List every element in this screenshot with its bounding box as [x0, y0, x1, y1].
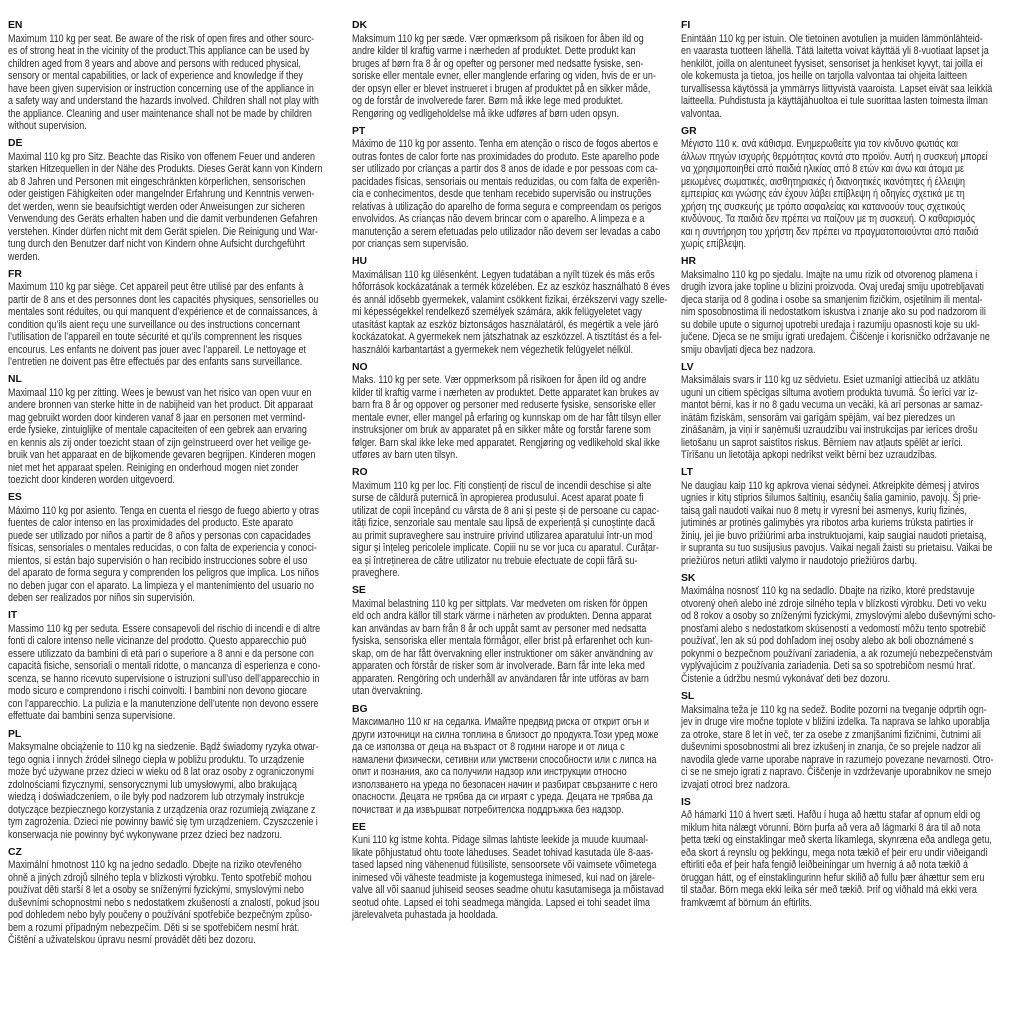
warning-text-line: Maksimālais svars ir 110 kg uz sēdvietu. Esiet uzmanīgi attiecībā uz atklātu: [681, 374, 980, 387]
language-section-es: [8, 492, 348, 605]
warning-text-line: kilder til kraftig varme i nærheten av produktet. Dette apparatet kan brukes av: [352, 386, 659, 399]
warning-text-line: en kennis als zij onder toezicht staan of zijn geïnstrueerd over het veilige ge-: [8, 436, 312, 449]
warning-text-line: priežiūros neturi atlikti valymo ir naudotojo priežiūros darbų.: [681, 554, 918, 567]
warning-text-line: følger. Barn skal ikke leke med apparatet. Rengjøring og vedlikehold skal ikke: [352, 436, 660, 449]
warning-text-line: verstehen. Kinder dürfen nicht mit dem Gerät spielen. Die Reinigung und War-: [8, 225, 318, 238]
warning-text-line: kockázatokat. A gyermekek nem játszhatnak az eszközzel. A tisztítást és a fel-: [352, 331, 662, 344]
language-code-heading: LT: [681, 467, 693, 479]
language-section-hr: [681, 256, 1021, 356]
language-code-heading: EN: [8, 20, 23, 31]
warning-text-line: Maximum 110 kg par siège. Cet appareil peut être utilisé par des enfants à: [8, 281, 304, 294]
language-section-lt: [681, 467, 1021, 567]
warning-text-line: wiedzą i doświadczeniem, o ile były pod nadzorem lub otrzymały instrukcje: [8, 791, 305, 804]
warning-text-line: žinių, jei jie buvo prižiūrimi arba instruktuojami, kaip saugiai naudoti prietaisą,: [681, 529, 987, 542]
language-code-heading: RO: [352, 467, 368, 479]
language-code-heading: SL: [681, 691, 695, 703]
warning-text-line: es of strong heat in the vicinity of the product.This appliance can be used by: [8, 45, 310, 57]
warning-text-line: μειωμένες σωματικές, αισθητηριακές ή διανοητικές ικανότητες ή έλλειψη: [681, 175, 965, 188]
warning-text-line: henkilöt, joilla on alentuneet fyysiset, sensoriset ja henkiset kyvyt, tai joilla ei: [681, 57, 983, 70]
warning-text-line: Максимално 110 кг на седалка. Имайте предвид риска от открит огън и: [352, 716, 650, 729]
warning-text-line: eftirliti eða ef þeir hafa fengið leiðbeiningar um hvernig á að nota tækið á: [681, 859, 968, 872]
warning-text-line: mi képességekkel rendelkező személyek számára, akik felügyeletet vagy: [352, 306, 642, 319]
warning-text-line: miklum hita nálægt vörunni. Börn þurfa að vera að lágmarki 8 ára til að nota: [681, 821, 981, 834]
warning-text-line: mantot bērni, kas ir no 8 gadu vecuma un vecāki, kā arī personas ar samaz-: [681, 399, 983, 412]
warning-text-line: bruges af børn fra 8 år og opefter og personer med nedsatte fysiske, sen-: [352, 57, 644, 70]
language-section-dk: [352, 20, 692, 120]
warning-text-line: jutiminės ar protinės galimybės yra ribotos arba kuriems trūksta patirties ir: [681, 517, 974, 530]
warning-text-line: да се използва от деца на възраст от 8 години нагоре и от лица с: [352, 741, 625, 754]
warning-text-line: del aparato de forma segura y comprenden los peligros que implica. Los niños: [8, 567, 319, 580]
language-code-heading: PT: [352, 125, 366, 137]
language-code-heading: IS: [681, 796, 691, 808]
warning-text-line: ea și întreținerea de către utilizator nu trebuie efectuate de copii fără su-: [352, 554, 638, 567]
warning-text-line: és annál idősebb gyermekek, valamint csökkent fizikai, érzékszervi vagy szelle-: [352, 293, 668, 306]
warning-text-line: Máximo 110 kg por asiento. Tenga en cuenta el riesgo de fuego abierto y otras: [8, 504, 320, 517]
warning-text-line: zināšanām, ja viņi ir saņēmuši uzraudzību vai instrukcijas par ierīces drošu: [681, 424, 978, 437]
warning-text-line: deben ser realizados por niños sin supervisión.: [8, 592, 195, 605]
language-section-cz: [8, 847, 348, 947]
warning-text-line: taisą gali naudoti vaikai nuo 8 metų ir vyresni bei asmenys, kurių fizinės,: [681, 504, 967, 517]
warning-text-line: inimesed või väheste teadmiste ja kogemustega inimesed, kui nad on järele-: [352, 871, 655, 884]
warning-text-line: Verwendung des Geräts erhalten haben und die damit verbundenen Gefahren: [8, 213, 318, 226]
warning-text-line: sensory or mental capabilities, or lack of experience and knowledge if they: [8, 70, 303, 82]
warning-text-line: Kuni 110 kg istme kohta. Pidage silmas lahtiste leekide ja muude kuumaal-: [352, 834, 649, 847]
warning-text-line: Tīrīšanu un lietotāja apkopi nedrīkst veikt bērni bez uzraudzības.: [681, 449, 938, 462]
warning-text-line: lietošanu un saprot saistītos riskus. Bērniem nav atļauts spēlēt ar ierīci.: [681, 436, 963, 449]
language-code-heading: CZ: [8, 846, 22, 858]
language-code-heading: ES: [8, 492, 22, 504]
warning-text-line: χωρίς επίβλεψη.: [681, 238, 747, 251]
warning-text-line: þetta tæki og einstaklingar með skerta líkamlega, skynræna eða andlega getu,: [681, 834, 992, 847]
warning-text-line: mientos, si están bajo supervisión o han recibido instrucciones sobre el uso: [8, 554, 308, 567]
warning-text-line: instruksjoner om bruk av apparatet på en sikker måte og forstår farene som: [352, 424, 651, 437]
warning-text-line: Massimo 110 kg per seduta. Essere consapevoli del rischio di incendi e di altre: [8, 622, 321, 635]
language-code-heading: FR: [8, 268, 22, 280]
language-code-heading: HU: [352, 256, 368, 268]
warning-text-line: Rengøring og vedligeholdelse må ikke udføres af børn uden opsyn.: [352, 107, 620, 120]
warning-text-line: erde fysieke, zintuiglijke of mentale capaciteiten of een gebrek aan ervaring: [8, 424, 307, 437]
warning-text-line: capacità fisiche, sensoriali o mentali ridotte, o mancanza di esperienza e cono-: [8, 660, 321, 673]
warning-text-line: til staðar. Börn mega ekki leika sér með tækið. Þrif og viðhald má ekki vera: [681, 884, 977, 897]
language-section-se: [352, 585, 692, 698]
warning-text-line: andre kilder til kraftig varme i nærheden af produktet. Dette produkt kan: [352, 45, 636, 57]
warning-text-line: намалени физически, сетивни или умствени способности или с липса на: [352, 753, 657, 766]
column-right: [681, 20, 1021, 915]
warning-text-line: használói karbantartást a gyermekek nem végezhetik felügyelet nélkül.: [352, 343, 633, 356]
warning-text-line: su dobile upute o sigurnoj upotrebi uređaja i razumiju opasnosti koje su ukl-: [681, 318, 980, 331]
warning-text-line: άλλων πηγών ισχυρής θερμότητας κοντά στο προϊόν. Αυτή η συσκευή μπορεί: [681, 150, 988, 163]
language-code-heading: LV: [681, 361, 694, 373]
language-section-pl: [8, 729, 348, 842]
language-code-heading: EE: [352, 821, 366, 833]
warning-text-line: utilizat de copii începând cu vârsta de 8 ani și peste și de persoane cu capac-: [352, 504, 660, 517]
warning-text-line: valve all või saanud juhiseid seoses seadme ohutu kasutamisega ja mõistavad: [352, 884, 664, 897]
warning-text-line: starken Hitzequellen in der Nähe des Produkts. Dieses Gerät kann von Kindern: [8, 163, 323, 176]
language-code-heading: GR: [681, 125, 697, 137]
warning-text-line: öruggan hátt, og ef einstaklingurinn hefur skilið að fullu þær áhættur sem eru: [681, 871, 985, 884]
warning-text-line: Čistenie a údržbu nesmú vykonávať deti bez dozoru.: [681, 672, 891, 685]
warning-text-line: condition qu’ils aient reçu une surveillance ou des instructions concernant: [8, 318, 300, 331]
warning-text-line: smiju obavljati djeca bez nadzora.: [681, 343, 816, 356]
warning-text-line: tym zagrożenia. Dzieci nie powinny bawić się tym urządzeniem. Czyszczenie i: [8, 816, 318, 829]
warning-text-line: ci se ne smejo igrati z napravo. Čiščenje in vzdrževanje uporabnikov ne smejo: [681, 766, 992, 779]
column-left: [8, 20, 348, 952]
warning-text-line: utasítást kaptak az eszköz biztonságos használatáról, és megértik a vele járó: [352, 318, 659, 331]
warning-text-line: au primit supraveghere sau instruire privind utilizarea aparatului într-un mod: [352, 529, 653, 542]
warning-text-line: children aged from 8 years and above and persons with reduced physical,: [8, 57, 301, 70]
warning-text-line: essere utilizzato da bambini di età pari o superiore a 8 anni e da persone con: [8, 647, 314, 660]
warning-text-line: Máximo de 110 kg por assento. Tenha em atenção o risco de fogos abertos e: [352, 138, 659, 151]
warning-text-line: bruik van het apparaat en de bijkomende gevaren begrijpen. Kinderen mogen: [8, 449, 316, 462]
warning-text-line: ab 8 Jahren und Personen mit eingeschränkten körperlichen, sensorischen: [8, 175, 306, 188]
language-code-heading: NO: [352, 361, 368, 373]
warning-text-line: der opsyn eller er blevet instrueret i brugen af produktet på en sikker måde,: [352, 82, 651, 95]
warning-text-line: con l’apparecchio. La pulizia e la manutenzione dell’utente non devono essere: [8, 697, 319, 710]
warning-text-line: ugnies ir kitų stiprios šilumos šaltinių, esančių šalia gaminio, pavojų. Šį prie-: [681, 492, 981, 505]
warning-text-line: και η συντήρηση του χρήστη δεν πρέπει να πραγματοποιούνται από παιδιά: [681, 225, 979, 238]
warning-text-line: hőforrások kockázatának a termék közelében. Ez az eszköz használható 8 éves: [352, 281, 670, 294]
warning-text-line: likate põhjustatud ohtu toote läheduses. Seadet tohivad kasutada üle 8-aas-: [352, 846, 654, 859]
warning-text-line: l’utilisation de l’appareil en toute sécurité et qu’ils comprennent les risques: [8, 331, 302, 344]
warning-text-line: outras fontes de calor forte nas proximidades do produto. Este aparelho pode: [352, 150, 660, 163]
warning-text-line: niet met het apparaat spelen. Reiniging en onderhoud mogen niet zonder: [8, 461, 299, 474]
warning-text-line: seotud ohte. Lapsed ei tohi seadmega mängida. Lapsed ei tohi seadet ilma: [352, 896, 650, 909]
language-code-heading: SK: [681, 572, 696, 584]
warning-text-line: Ne daugiau kaip 110 kg apkrova vienai sėdynei. Atkreipkite dėmesį į atviros: [681, 479, 980, 492]
warning-text-line: konserwacja nie powinny być wykonywane przez dzieci bez nadzoru.: [8, 828, 282, 841]
warning-text-line: turvallisessa käytössä ja ymmärrys liittyvistä vaaroista. Lapset eivät saa leikkiä: [681, 82, 993, 95]
warning-text-line: manutenção a serem efetuadas pelo utilizador não devem ser levadas a cabo: [352, 225, 661, 238]
warning-text-line: bem a rozumí případným nebezpečím. Děti si se spotřebičem nesmí hrát.: [8, 921, 300, 934]
warning-text-line: laitteella. Puhdistusta ja käyttäjähuoltoa ei tule suorittaa lasten toimesta ilman: [681, 95, 988, 107]
warning-text-line: vyplývajúcim z používania zariadenia. Deti sa so spotrebičom nesmú hrať.: [681, 660, 976, 673]
warning-text-line: en vaarasta tuotteen lähellä. Tätä laitetta voivat käyttää yli 8-vuotiaat lapset ja: [681, 45, 989, 57]
warning-text-line: Maximal 110 kg pro Sitz. Beachte das Risiko von offenem Feuer und anderen: [8, 150, 316, 163]
warning-text-line: Maksimum 110 kg per sæde. Vær opmærksom på risikoen for åben ild og: [352, 32, 644, 45]
warning-text-line: og de forstår de involverede farer. Børn må ikke lege med produktet.: [352, 95, 623, 107]
warning-text-line: drugih izvora jake topline u blizini proizvoda. Ovaj uređaj smiju upotrebljavati: [681, 281, 984, 294]
warning-text-line: dotyczące bezpiecznego korzystania z urządzenia oraz rozumieją związane z: [8, 803, 316, 816]
warning-text-line: barn fra 8 år og oppover og personer med reduserte fysiske, sensoriske eller: [352, 399, 656, 412]
language-section-ro: [352, 467, 692, 580]
warning-text-line: apparaten. Rengöring och underhåll av användaren får inte utföras av barn: [352, 672, 649, 685]
warning-text-line: Maximum 110 kg per loc. Fiți conștienți de riscul de incendii deschise și alte: [352, 479, 652, 492]
warning-text-line: utan övervakning.: [352, 685, 423, 698]
language-section-sl: [681, 691, 1021, 791]
warning-text-line: envolvidos. As crianças não devem brincar com o aparelho. A limpeza e a: [352, 213, 645, 226]
warning-text-line: valvontaa.: [681, 107, 722, 120]
language-section-pt: [352, 126, 692, 251]
warning-text-line: tased lapsed ning vähenenud füüsiliste, sensoorsete või vaimsete võimetega: [352, 859, 657, 872]
warning-text-line: používať, len ak sú pod dohľadom inej osoby alebo ak boli oboznámené s: [681, 635, 974, 648]
warning-text-line: Maximal belastning 110 kg per sittplats. Var medveten om risken för öppen: [352, 597, 648, 610]
warning-text-line: have been given supervision or instruction concerning use of the appliance in: [8, 82, 314, 95]
warning-text-line: kan användas av barn från 8 år och uppåt samt av personer med nedsatta: [352, 622, 647, 635]
warning-text-line: Maksimalno 110 kg po sjedalu. Imajte na umu rizik od otvorenog plamena i: [681, 268, 978, 281]
warning-text-line: oder geistigen Fähigkeiten oder mangelnder Erfahrung und Kenntnis verwen-: [8, 188, 315, 201]
warning-text-line: surse de căldură puternică în apropierea produsului. Acest aparat poate fi: [352, 492, 644, 505]
warning-text-line: mag gebruikt worden door kinderen vanaf 8 jaar en personen met vermind-: [8, 411, 306, 424]
warning-text-line: sigur și înțeleg pericolele implicate. Copiii nu se vor juca cu aparatul. Curățar-: [352, 542, 659, 555]
warning-text-line: ser utilizado por crianças a partir dos 8 anos de idade e por pessoas com ca-: [352, 163, 658, 176]
warning-text-line: pnosťami alebo s nedostatkom skúseností a vedomostí môžu tento spotrebič: [681, 622, 986, 635]
language-code-heading: DE: [8, 138, 23, 150]
language-code-heading: SE: [352, 585, 366, 597]
language-code-heading: FI: [681, 20, 691, 31]
warning-text-line: apparaten och förstår de risker som är involverade. Barn får inte leka med: [352, 660, 645, 673]
warning-text-line: inātām fiziskām, sensorām vai garīgām spējām, vai bez pieredzes un: [681, 411, 955, 424]
warning-text-line: andere bronnen van sterke hitte in de nabijheid van het product. Dit apparaat: [8, 399, 313, 412]
language-code-heading: BG: [352, 703, 368, 715]
warning-text-line: tego ognia i innych źródeł silnego ciepła w pobliżu produktu. To urządzenie: [8, 753, 305, 766]
warning-text-line: ir supranta su tuo susijusius pavojus. Vaikai negali žaisti su prietaisu. Vaikai be: [681, 542, 993, 555]
warning-text-line: järelevalveta puhastada ja hooldada.: [352, 909, 498, 922]
warning-text-line: Maximálna nosnosť 110 kg na sedadlo. Dbajte na riziko, ktoré predstavuje: [681, 585, 975, 598]
warning-text-line: nim sposobnostima ili nedostatkom iskustva i znanje ako su pod nadzorom ili: [681, 306, 986, 319]
language-section-nl: [8, 374, 348, 487]
warning-text-line: pokynmi o bezpečnom používaní zariadenia, a ak rozumejú nebezpečenstvám: [681, 647, 993, 660]
warning-text-line: почистват и да извършват потребителска поддръжка без надзор.: [352, 803, 624, 816]
warning-text-line: опит и познания, ако са получили надзор или инструкции относно: [352, 766, 627, 779]
warning-text-line: encourus. Les enfants ne doivent pas jouer avec l’appareil. Le nettoyage et: [8, 343, 306, 356]
warning-text-line: partir de 8 ans et des personnes dont les capacités physiques, sensorielles ou: [8, 293, 319, 306]
warning-text-line: izvajati otroci brez nadzora.: [681, 778, 791, 791]
warning-text-line: να χρησιμοποιηθεί από παιδιά ηλικίας από 8 ετών και άνω και άτομα με: [681, 163, 965, 176]
warning-text-line: Maximálisan 110 kg ülésenként. Legyen tudatában a nyílt tüzek és más erős: [352, 268, 655, 281]
language-section-gr: [681, 126, 1021, 251]
warning-text-line: framkvæmt af börnum án eftirlits.: [681, 896, 812, 909]
warning-text-line: no deben jugar con el aparato. La limpieza y el mantenimiento del usuario no: [8, 579, 314, 592]
language-code-heading: HR: [681, 256, 697, 268]
warning-text-line: fonti di calore intenso nelle vicinanze del prodotto. Questo apparecchio può: [8, 635, 307, 648]
warning-text-line: skap, om de har fått övervakning eller instruktioner om säker användning av: [352, 647, 653, 660]
column-middle: [352, 20, 692, 927]
warning-text-line: Maksimalna teža je 110 kg na sedež. Bodite pozorni na tveganje odprtih ogn-: [681, 703, 987, 716]
warning-text-line: fysiska, sensoriska eller mentala förmågor, eller brist på erfarenhet och kun-: [352, 635, 653, 648]
warning-text-line: Čištění a uživatelskou úpravu nesmí provádět děti bez dozoru.: [8, 934, 256, 947]
warning-text-line: jučene. Djeca se ne smiju igrati uređajem. Čišćenje i korisničko održavanje ne: [681, 331, 990, 344]
warning-text-line: zdolnościami fizycznymi, sensorycznymi lub umysłowymi, albo brakującą: [8, 778, 297, 791]
language-code-heading: IT: [8, 610, 18, 622]
warning-text-line: navodila glede varne uporabe naprave in razumejo povezane nevarnosti. Otro-: [681, 753, 994, 766]
warning-text-line: Μέγιστο 110 κ. ανά κάθισμα. Ενημερωθείτε για τον κίνδυνο φωτιάς και: [681, 138, 959, 151]
warning-text-line: a safety way and understand the hazards involved. Children shall not play with: [8, 95, 319, 107]
warning-text-line: l’entretien ne doivent pas être effectués par des enfants sans surveillance.: [8, 356, 303, 369]
language-section-bg: [352, 704, 692, 817]
warning-text-line: Maximum 110 kg per seat. Be aware of the risk of open fires and other sourc-: [8, 32, 315, 45]
warning-text-line: Enintään 110 kg per istuin. Ole tietoinen avotulien ja muiden lämmönlähteid-: [681, 32, 983, 45]
warning-text-line: ohně a jiných zdrojů silného tepla v blízkosti výrobku. Tento spotřebič mohou: [8, 871, 312, 884]
warning-text-line: toezicht door kinderen worden uitgevoerd.: [8, 474, 175, 487]
warning-text-line: χρήση της συσκευής με τρόπο ασφαλείας και κατανοούν τους σχετικούς: [681, 200, 966, 213]
language-section-is: [681, 797, 1021, 910]
warning-text-line: Maks. 110 kg per sete. Vær oppmerksom på risikoen for åpen ild og andre: [352, 374, 647, 387]
language-section-en: [8, 20, 348, 133]
warning-text-line: djeca starija od 8 godina i osobe sa smanjenim fizičkim, osjetilnim ili mental-: [681, 293, 983, 306]
warning-text-line: duševními schopnostmi nebo s nedostatkem zkušeností a znalostí, pokud jsou: [8, 896, 320, 909]
language-code-heading: DK: [352, 20, 368, 31]
warning-text-line: puede ser utilizado por niños a partir de 8 años y personas con capacidades: [8, 529, 311, 542]
warning-text-line: uguni un citiem spēcīgas siltuma avotiem produkta tuvumā. Šo ierīci var iz-: [681, 386, 978, 399]
warning-text-line: może być używane przez dzieci w wieku od 8 lat oraz osoby z ograniczonymi: [8, 766, 314, 779]
warning-text-line: relativas à utilização do aparelho de forma segura e compreendam os perigos: [352, 200, 662, 213]
warning-text-line: Maximaal 110 kg per zitting. Wees je bewust van het risico van open vuur en: [8, 386, 312, 399]
warning-text-line: utføres av barn uten tilsyn.: [352, 449, 458, 462]
warning-text-line: ități fizice, senzoriale sau mentale sau lipsă de experiență și cunoștințe dacă: [352, 517, 655, 530]
warning-text-line: praveghere.: [352, 567, 400, 580]
warning-text-line: por crianças sem supervisão.: [352, 238, 469, 251]
language-section-fr: [8, 269, 348, 369]
warning-text-line: pacidades físicas, sensoriais ou mentais reduzidas, ou com falta de experiên-: [352, 175, 660, 188]
warning-text-line: werden.: [8, 250, 40, 263]
language-section-ee: [352, 822, 692, 922]
warning-text-line: od 8 rokov a osoby so zníženými fyzickými, zmyslovými alebo duševnými scho-: [681, 610, 996, 623]
warning-text-line: det werden, wenn sie beaufsichtigt werden oder Anweisungen zur sicheren: [8, 200, 305, 213]
warning-text-line: the appliance. Cleaning and user maintenance shall not be made by children: [8, 107, 312, 120]
warning-text-line: eld och andra källor till stark värme i närheten av produkten. Denna apparat: [352, 610, 652, 623]
warning-text-line: físicas, sensoriales o mentales reducidas, o con falta de experiencia y conoci-: [8, 542, 317, 555]
warning-text-line: scenza, se hanno ricevuto supervisione o istruzioni sull’uso dell’apparecchio in: [8, 672, 320, 685]
warning-text-line: Maximální hmotnost 110 kg na jedno sedadlo. Dbejte na riziko otevřeného: [8, 859, 302, 872]
warning-text-line: pod dohledem nebo byly poučeny o používání spotřebiče bezpečným způso-: [8, 909, 313, 922]
warning-text-line: tung durch den Benutzer darf nicht von Kindern ohne Aufsicht durchgeführt: [8, 238, 305, 251]
language-section-fi: [681, 20, 1021, 120]
warning-text-line: опасности. Децата не трябва да си играят с уреда. Децата не трябва да: [352, 791, 653, 804]
warning-text-line: za otroke, stare 8 let in več, ter za osebe z zmanjšanimi fizičnimi, čutnimi ali: [681, 728, 981, 741]
warning-text-line: εμπειρίας και γνώσης εάν έχουν λάβει επίβλεψη ή οδηγίες σχετικά με τη: [681, 188, 965, 201]
warning-text-line: Maksymalne obciążenie to 110 kg na siedzenie. Bądź świadomy ryzyka otwar-: [8, 741, 319, 754]
warning-text-line: използването на уреда по безопасен начин и разбират свързаните с него: [352, 778, 658, 791]
warning-text-line: eða skort á reynslu og þekkingu, mega nota tækið ef þeir eru undir viðeigandi: [681, 846, 988, 859]
warning-text-line: fuentes de calor intenso en las proximidades del producto. Este aparato: [8, 517, 293, 530]
warning-text-line: without supervision.: [8, 120, 87, 132]
language-section-de: [8, 138, 348, 263]
warning-text-line: mentales sont réduites, ou qui manquent d’expérience et de connaissances, à: [8, 306, 318, 319]
language-section-lv: [681, 362, 1021, 462]
warning-text-line: jev in druge vire močne toplote v bližini izdelka. Ta naprava se lahko uporablja: [681, 716, 990, 729]
language-section-it: [8, 610, 348, 723]
warning-text-line: ole kokemusta ja tietoa, jos heille on tarjolla valvontaa tai ohjeita laitteen: [681, 70, 967, 82]
language-code-heading: NL: [8, 374, 22, 386]
warning-text-line: Að hámarki 110 á hvert sæti. Hafðu í huga að hættu stafar af opnum eldi og: [681, 809, 981, 822]
warning-text-line: soriske eller mentale evner, eller manglende erfaring og viden, hvis de er un-: [352, 70, 656, 82]
warning-text-line: otvorený oheň alebo iné zdroje silného tepla v blízkosti výrobku. Deti vo veku: [681, 597, 987, 610]
language-code-heading: PL: [8, 728, 22, 740]
language-section-no: [352, 362, 692, 462]
warning-text-line: používat děti starší 8 let a osoby se sníženými fyzickými, smyslovými nebo: [8, 884, 304, 897]
warning-text-line: duševnimi sposobnostmi ali brez izkušenj in znanja, če so prejele nadzor ali: [681, 741, 981, 754]
language-section-sk: [681, 573, 1021, 686]
warning-text-line: effettuate dai bambini senza supervisione.: [8, 710, 176, 723]
warning-text-line: modo sicuro e comprendono i rischi coinvolti. I bambini non devono giocare: [8, 685, 307, 698]
warning-text-line: κινδύνους. Τα παιδιά δεν πρέπει να παίζουν με τη συσκευή. Ο καθαρισμός: [681, 213, 976, 226]
language-section-hu: [352, 256, 692, 356]
warning-text-line: cia e conhecimentos, desde que tenham recebido supervisão ou instruções: [352, 188, 652, 201]
warning-text-line: mentale evner, eller mangel på erfaring og kunnskap om de har fått tilsyn eller: [352, 411, 661, 424]
warning-text-line: други източници на силна топлина в близост до продукта.Този уред може: [352, 728, 659, 741]
